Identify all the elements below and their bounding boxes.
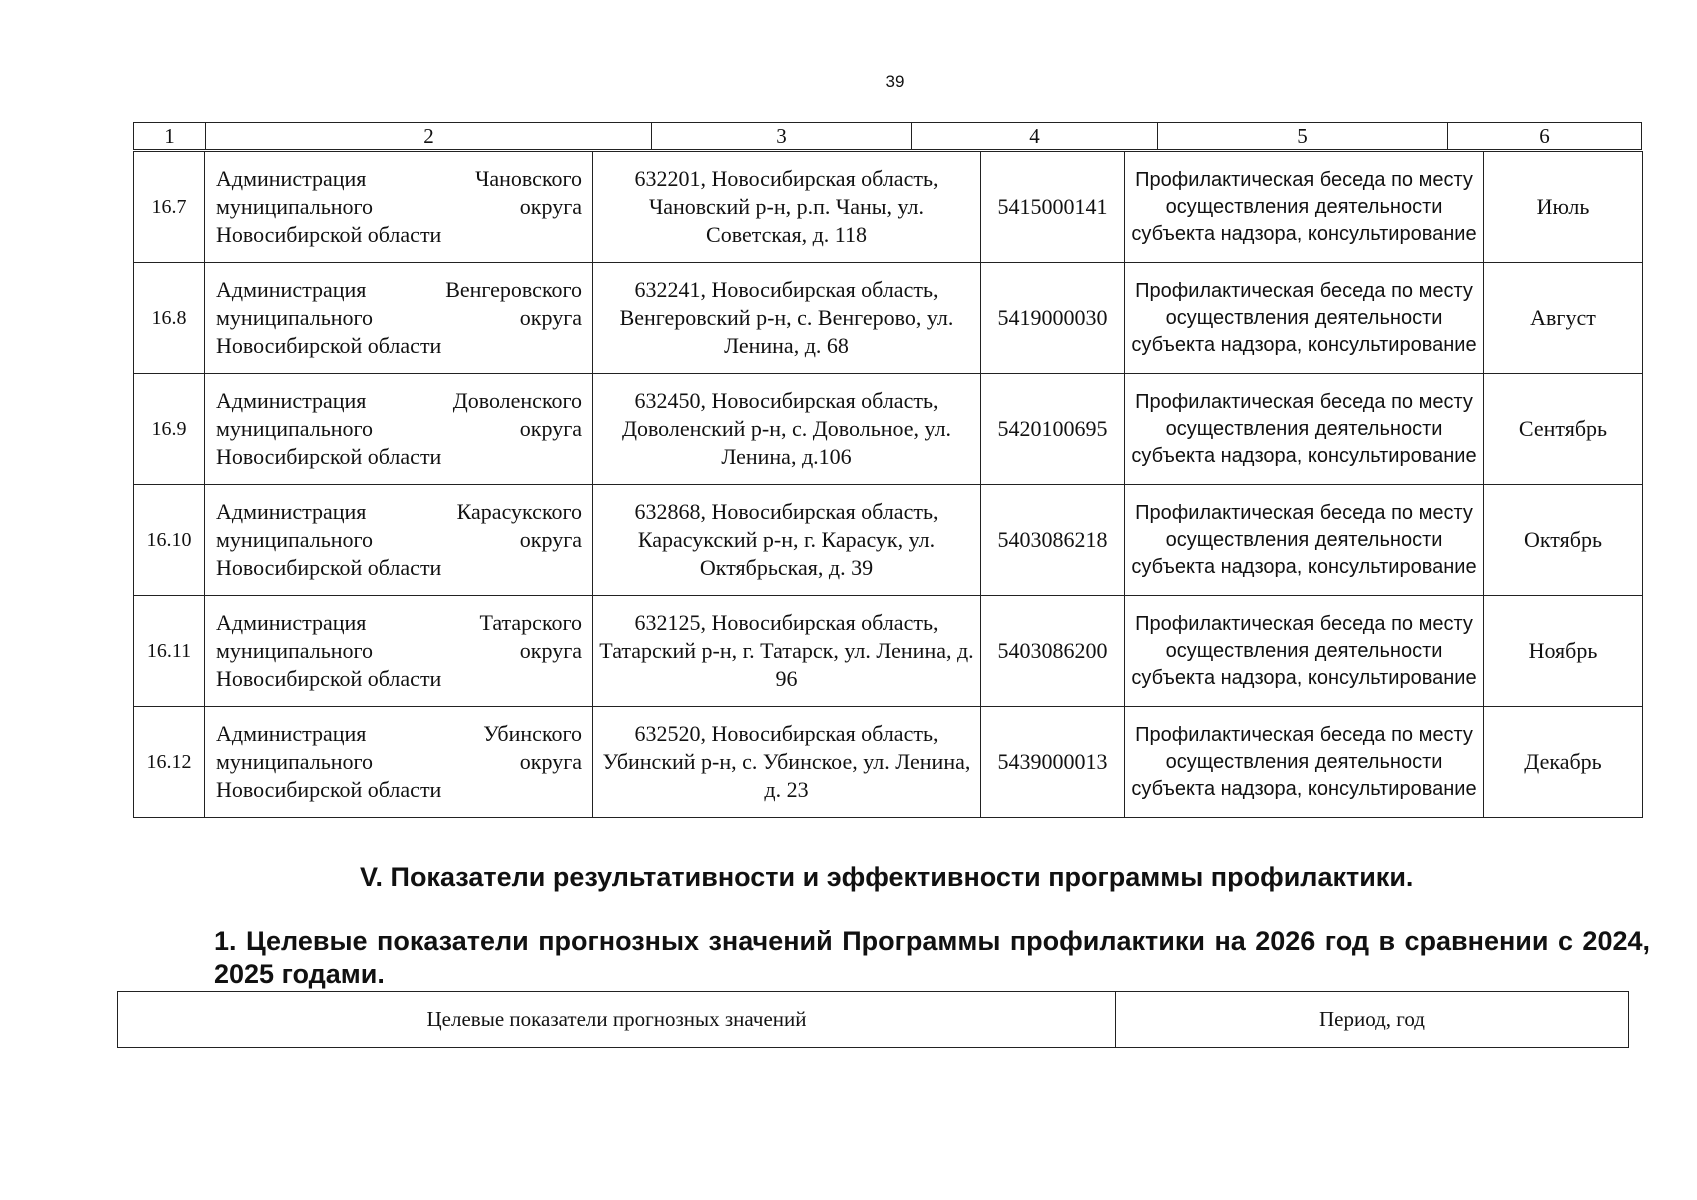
table-row — [134, 152, 1643, 263]
organization-name: Администрация Доволенского муниципального округа Новосибирской области — [205, 374, 593, 485]
header-col-1: 1 — [134, 123, 206, 150]
organization-name: Администрация Венгеровского муниципального округа Новосибирской области — [205, 263, 593, 374]
row-number: 16.9 — [134, 374, 205, 485]
organization-inn: 5420100695 — [981, 374, 1125, 485]
row-number: 16.7 — [134, 152, 205, 263]
organization-address: 632201, Новосибирская область, Чановский р-н, р.п. Чаны, ул. Советская, д. 118 — [593, 152, 981, 263]
table-row — [134, 485, 1643, 596]
table-row — [134, 263, 1643, 374]
organization-name: Администрация Убинского муниципального округа Новосибирской области — [205, 707, 593, 818]
page-number: 39 — [885, 72, 905, 91]
prevention-activity: Профилактическая беседа по месту осуществления деятельности субъекта надзора, консультирование — [1125, 263, 1484, 374]
table-row — [134, 596, 1643, 707]
header-col-5: 5 — [1158, 123, 1448, 150]
organization-address: 632520, Новосибирская область, Убинский р-н, с. Убинское, ул. Ленина, д. 23 — [593, 707, 981, 818]
table-row — [134, 374, 1643, 485]
prevention-activity: Профилактическая беседа по месту осуществления деятельности субъекта надзора, консультирование — [1125, 152, 1484, 263]
prevention-activity: Профилактическая беседа по месту осуществления деятельности субъекта надзора, консультирование — [1125, 596, 1484, 707]
table-header-numbers — [133, 122, 1642, 150]
prevention-activity: Профилактическая беседа по месту осуществления деятельности субъекта надзора, консультирование — [1125, 374, 1484, 485]
row-number: 16.8 — [134, 263, 205, 374]
organization-inn: 5439000013 — [981, 707, 1125, 818]
header-col-2: 2 — [206, 123, 652, 150]
header-col-4: 4 — [912, 123, 1158, 150]
organization-inn: 5403086218 — [981, 485, 1125, 596]
subsection-title: 1. Целевые показатели прогнозных значений Программы профилактики на 2026 год в сравнении с 2024, 2025 годами. — [214, 926, 1650, 989]
scheduled-month: Октябрь — [1484, 485, 1643, 596]
organization-name: Администрация Чановского муниципального округа Новосибирской области — [205, 152, 593, 263]
organization-address: 632450, Новосибирская область, Доволенский р-н, с. Довольное, ул. Ленина, д.106 — [593, 374, 981, 485]
organization-inn: 5419000030 — [981, 263, 1125, 374]
prevention-activity: Профилактическая беседа по месту осуществления деятельности субъекта надзора, консультирование — [1125, 485, 1484, 596]
scheduled-month: Июль — [1484, 152, 1643, 263]
indicators-table — [117, 991, 1629, 1048]
inspection-plan-table — [133, 151, 1643, 818]
organization-address: 632125, Новосибирская область, Татарский р-н, г. Татарск, ул. Ленина, д. 96 — [593, 596, 981, 707]
scheduled-month: Ноябрь — [1484, 596, 1643, 707]
indicators-column-header: Целевые показатели прогнозных значений — [118, 992, 1116, 1048]
organization-address: 632868, Новосибирская область, Карасукский р-н, г. Карасук, ул. Октябрьская, д. 39 — [593, 485, 981, 596]
scheduled-month: Сентябрь — [1484, 374, 1643, 485]
organization-name: Администрация Карасукского муниципального округа Новосибирской области — [205, 485, 593, 596]
organization-inn: 5415000141 — [981, 152, 1125, 263]
period-column-header: Период, год — [1116, 992, 1629, 1048]
header-col-6: 6 — [1448, 123, 1642, 150]
organization-address: 632241, Новосибирская область, Венгеровский р-н, с. Венгерово, ул. Ленина, д. 68 — [593, 263, 981, 374]
scheduled-month: Август — [1484, 263, 1643, 374]
organization-inn: 5403086200 — [981, 596, 1125, 707]
table-row — [134, 707, 1643, 818]
header-col-3: 3 — [652, 123, 912, 150]
row-number: 16.12 — [134, 707, 205, 818]
organization-name: Администрация Татарского муниципального округа Новосибирской области — [205, 596, 593, 707]
row-number: 16.11 — [134, 596, 205, 707]
prevention-activity: Профилактическая беседа по месту осуществления деятельности субъекта надзора, консультирование — [1125, 707, 1484, 818]
scheduled-month: Декабрь — [1484, 707, 1643, 818]
section-title: V. Показатели результативности и эффективности программы профилактики. — [360, 862, 1414, 892]
row-number: 16.10 — [134, 485, 205, 596]
